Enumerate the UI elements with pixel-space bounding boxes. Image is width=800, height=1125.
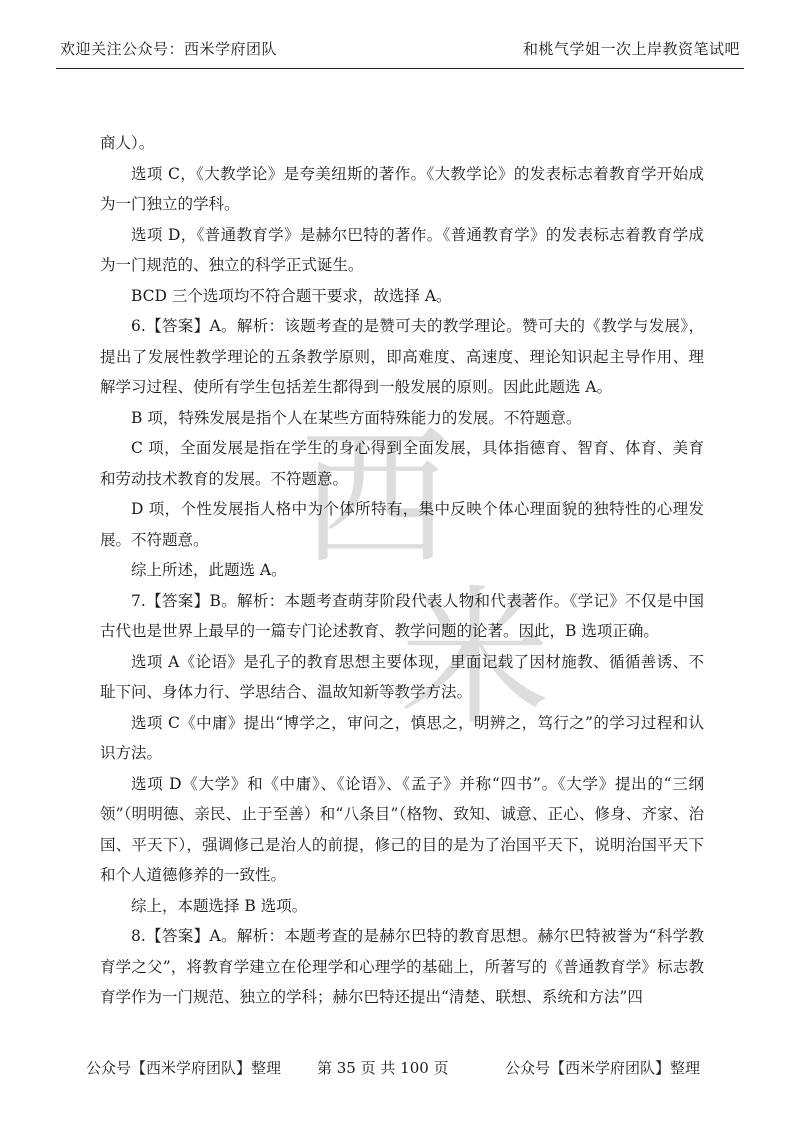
paragraph: 选项 D，《普通教育学》是赫尔巴特的著作。《普通教育学》的发表标志着教育学成为一门规范的、独立的科学正式诞生。 bbox=[100, 225, 704, 274]
header-right-text: 和桃气学姐一次上岸教资笔试吧 bbox=[522, 40, 740, 58]
paragraph: 综上，本题选择 B 选项。 bbox=[131, 896, 308, 915]
paragraph: D 项，个性发展指人格中为个体所特有，集中反映个体心理面貌的独特性的心理发展。不符题意。 bbox=[100, 500, 704, 549]
footer-right-text: 公众号【西米学府团队】整理 bbox=[505, 1059, 701, 1077]
paragraph: 商人）。 bbox=[100, 134, 155, 152]
paragraph: C 项，全面发展是指在学生的身心得到全面发展，具体指德育、智育、体育、美育和劳动技术教育的发展。不符题意。 bbox=[100, 439, 704, 488]
header-divider bbox=[56, 68, 744, 69]
paragraph: 选项 A《论语》是孔子的教育思想主要体现，里面记载了因材施教、循循善诱、不耻下问、身体力行、学思结合、温故知新等教学方法。 bbox=[100, 652, 704, 701]
page-number: 第 35 页 共 100 页 bbox=[317, 1059, 449, 1077]
watermark-char-1: 西 bbox=[300, 412, 451, 586]
paragraph: BCD 三个选项均不符合题干要求，故选择 A。 bbox=[131, 286, 452, 305]
paragraph: 选项 D《大学》和《中庸》、《论语》、《孟子》并称“四书”。《大学》提出的“三纲领”（明明德、亲民、止于至善）和“八条目”（格物、致知、诚意、正心、修身、齐家、治国、平天下），强调修己是治人的前提，修己的目的是为了治国平天下，说明治国平天下和个人道德修养的一致性。 bbox=[100, 774, 704, 884]
watermark-char-2: 米 bbox=[400, 572, 551, 746]
paragraph: B 项，特殊发展是指个人在某些方面特殊能力的发展。不符题意。 bbox=[131, 408, 582, 427]
paragraph: 8.【答案】A。解析：本题考查的是赫尔巴特的教育思想。赫尔巴特被誉为“科学教育学之父”，将教育学建立在伦理学和心理学的基础上，所著写的《普通教育学》标志教育学作为一门规范、独立的学科；赫尔巴特还提出“清楚、联想、系统和方法”四 bbox=[100, 927, 704, 1006]
paragraph: 选项 C《中庸》提出“博学之，审问之，慎思之，明辨之，笃行之”的学习过程和认识方法。 bbox=[100, 713, 704, 762]
footer-left-text: 公众号【西米学府团队】整理 bbox=[86, 1059, 282, 1077]
paragraph: 选项 C，《大教学论》是夸美纽斯的著作。《大教学论》的发表标志着教育学开始成为一门独立的学科。 bbox=[100, 164, 704, 213]
paragraph: 7.【答案】B。解析：本题考查萌芽阶段代表人物和代表著作。《学记》不仅是中国古代也是世界上最早的一篇专门论述教育、教学问题的论著。因此，B 选项正确。 bbox=[100, 591, 704, 640]
document-body bbox=[100, 128, 704, 1013]
page-header bbox=[60, 38, 740, 59]
paragraph: 综上所述，此题选 A。 bbox=[131, 561, 287, 579]
paragraph: 6.【答案】A。解析：该题考查的是赞可夫的教学理论。赞可夫的《教学与发展》，提出了发展性教学理论的五条教学原则，即高难度、高速度、理论知识起主导作用、理解学习过程、使所有学生包括差生都得到一般发展的原则。因此此题选 A。 bbox=[100, 317, 704, 396]
header-left-text: 欢迎关注公众号：西米学府团队 bbox=[60, 40, 278, 58]
